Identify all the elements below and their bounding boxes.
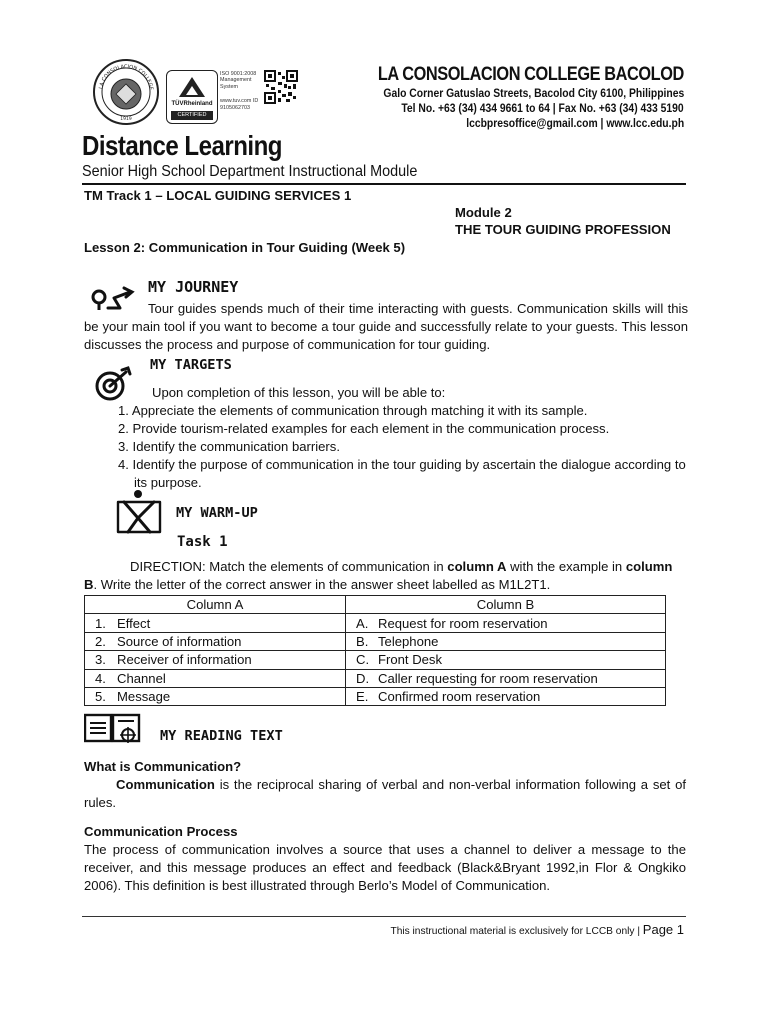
iso-caption xyxy=(220,71,264,111)
column-a-cell: 2. Source of information xyxy=(85,632,346,650)
department-title: Senior High School Department Instructional Module xyxy=(82,163,418,180)
column-a-cell: 3. Receiver of information xyxy=(85,651,346,669)
college-phone: Tel No. +63 (34) 434 9661 to 64 | Fax No. +63 (34) 433 5190 xyxy=(401,103,684,115)
list-item: 3. Identify the communication barriers. xyxy=(118,439,340,454)
table-row xyxy=(85,651,666,669)
definition-text: is the reciprocal sharing of verbal and non-verbal information following a set of rules. xyxy=(84,777,686,810)
list-item: 1. Appreciate the elements of communication through matching it with its sample. xyxy=(118,403,588,418)
distance-learning-title: Distance Learning xyxy=(82,130,282,161)
track-title: TM Track 1 – LOCAL GUIDING SERVICES 1 xyxy=(84,188,352,203)
my-journey-heading: MY JOURNEY xyxy=(148,278,239,296)
targets-list xyxy=(118,402,688,492)
column-b-cell: D. Caller requesting for room reservation xyxy=(346,669,666,687)
tuv-certified-label: CERTIFIED xyxy=(171,111,213,120)
college-name: LA CONSOLACION COLLEGE BACOLOD xyxy=(377,64,684,85)
module-number: Module 2 xyxy=(455,205,512,220)
column-b-cell: E. Confirmed room reservation xyxy=(346,687,666,705)
lesson-title: Lesson 2: Communication in Tour Guiding (Week 5) xyxy=(84,240,406,255)
svg-text:LA CONSOLACION COLLEGE BACOLOD: LA CONSOLACION COLLEGE xyxy=(98,63,154,91)
targets-intro: Upon completion of this lesson, you will be able to: xyxy=(152,385,446,400)
column-a-cell: 1. Effect xyxy=(85,614,346,632)
direction-text-b: with the example in xyxy=(506,559,626,574)
column-a-cell: 5. Message xyxy=(85,687,346,705)
column-b-cell: A. Request for room reservation xyxy=(346,614,666,632)
column-a-reference: column A xyxy=(447,559,507,574)
warm-up-exercise-icon xyxy=(114,488,164,536)
footer xyxy=(390,922,684,937)
tuv-certification-badge xyxy=(166,70,218,124)
target-icon xyxy=(94,366,134,402)
task-heading: Task 1 xyxy=(177,534,228,550)
my-reading-text-heading: MY READING TEXT xyxy=(160,728,283,744)
table-header-row xyxy=(85,596,666,614)
list-item: 4. Identify the purpose of communication in the tour guiding by ascertain the dialogue according to its purpose. xyxy=(118,457,686,490)
direction-text-c: . Write the letter of the correct answer in the answer sheet labelled as M1L2T1. xyxy=(93,577,551,592)
module-title: THE TOUR GUIDING PROFESSION xyxy=(455,222,671,237)
column-a-header: Column A xyxy=(85,596,346,614)
qr-code-icon xyxy=(264,70,298,104)
footer-note: This instructional material is exclusively for LCCB only | xyxy=(390,926,643,937)
footer-divider xyxy=(82,916,686,917)
college-address: Galo Corner Gatuslao Streets, Bacolod City 6100, Philippines xyxy=(383,88,684,100)
communication-definition xyxy=(84,776,686,812)
my-warm-up-heading: MY WARM-UP xyxy=(176,505,258,521)
reading-book-icon xyxy=(84,713,144,745)
direction-label: DIRECTION xyxy=(130,559,203,574)
my-targets-heading: MY TARGETS xyxy=(150,357,232,373)
column-b-cell: C. Front Desk xyxy=(346,651,666,669)
direction-paragraph xyxy=(84,558,686,594)
table-row xyxy=(85,614,666,632)
column-b-header: Column B xyxy=(346,596,666,614)
table-row xyxy=(85,687,666,705)
journey-paragraph: Tour guides spends much of their time interacting with guests. Communication skills will this be your main tool if you want to become a tour guide and successfully relate to your guests. This lesson discusses the process and purpose of communication for tour guiding. xyxy=(84,301,688,352)
list-item: 2. Provide tourism-related examples for each element in the communication process. xyxy=(118,421,610,436)
what-is-communication-heading: What is Communication? xyxy=(84,759,242,774)
header-divider xyxy=(82,183,686,185)
column-b-cell: B. Telephone xyxy=(346,632,666,650)
communication-process-paragraph: The process of communication involves a source that uses a channel to deliver a message to the receiver, and this message produces an effect and feedback (Black&Bryant 1992,in Flor & Ongkiko 2006). This definition is best illustrated through Berlo’s Model of Communication. xyxy=(84,842,686,893)
college-seal-logo xyxy=(92,58,160,126)
table-row xyxy=(85,669,666,687)
table-row xyxy=(85,632,666,650)
matching-table xyxy=(84,595,666,706)
direction-text-a: : Match the elements of communication in xyxy=(202,559,448,574)
iso-system-text: ISO 9001:2008 Management System xyxy=(220,71,257,90)
page-number: Page 1 xyxy=(642,922,684,937)
tuv-badge-label: TÜVRheinland xyxy=(171,101,213,107)
iso-site-text: www.tuv.com ID 9105062703 xyxy=(220,98,259,111)
column-b-reference: column B xyxy=(84,559,673,592)
college-email-web: lccbpresoffice@gmail.com | www.lcc.edu.ph xyxy=(466,118,684,130)
communication-process-heading: Communication Process xyxy=(84,824,238,839)
column-a-cell: 4. Channel xyxy=(85,669,346,687)
communication-term: Communication xyxy=(116,777,215,792)
svg-text:1919: 1919 xyxy=(120,117,132,122)
